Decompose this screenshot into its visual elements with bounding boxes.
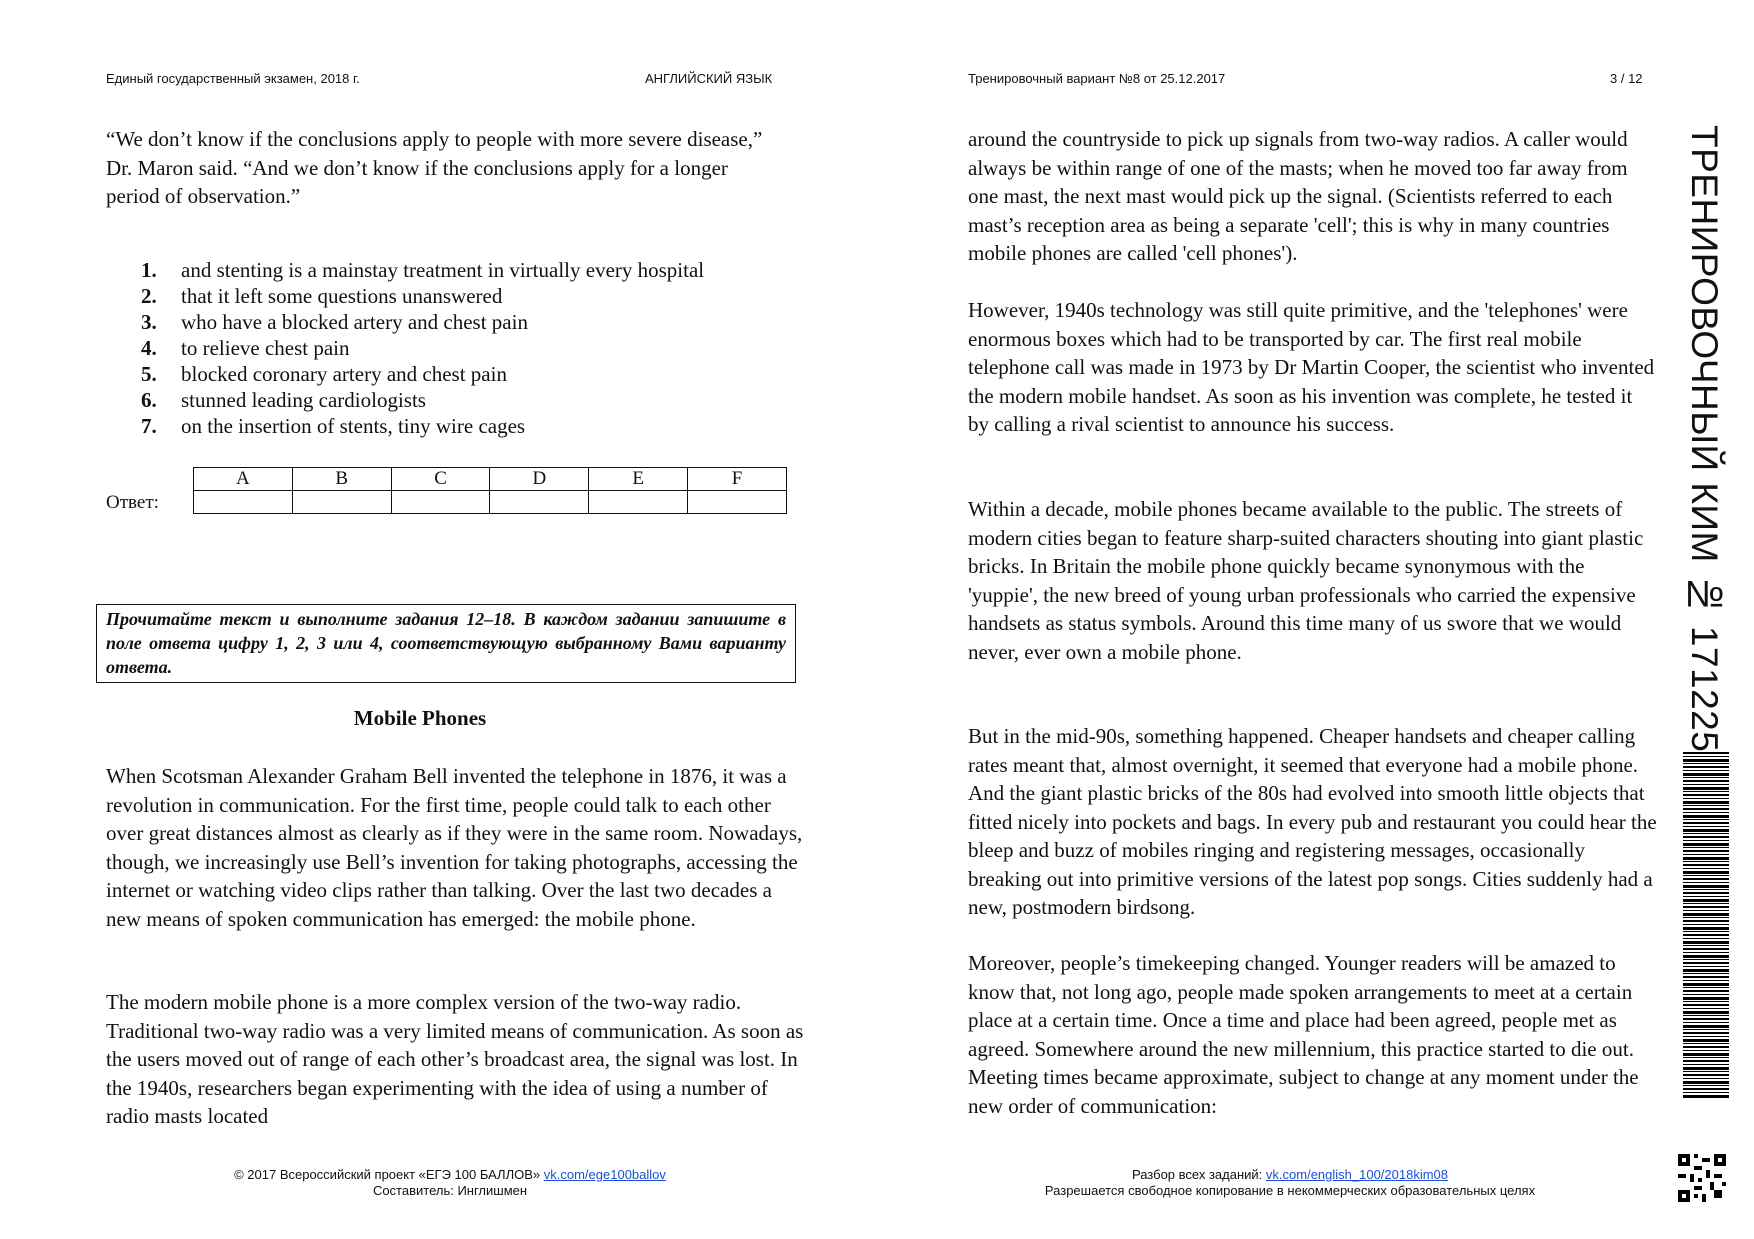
article-title: Mobile Phones [353, 706, 487, 730]
option-item [141, 335, 801, 361]
footer-review-label: Разбор всех заданий: [1131, 1167, 1263, 1182]
option-number: 3. [141, 310, 157, 334]
answer-letter-a: A [194, 468, 293, 491]
article-paragraph [968, 949, 1658, 1120]
option-text: on the insertion of stents, tiny wire cages [181, 414, 526, 438]
paragraph-text: Within a decade, mobile phones became available to the public. The streets of modern cities began to feature sharp-suited characters shouting into giant plastic bricks. In Britain the mobile phone quickly became synonymous with the 'yuppie', the new breed of young urban professionals who carried the expensive handsets as status symbols. Around this time many of us swore that we would never, ever own a mobile phone. [968, 497, 1644, 664]
option-text: stunned leading cardiologists [181, 388, 426, 412]
paragraph-text: The modern mobile phone is a more complex version of the two-way radio. Traditional two-way radio was a very limited means of communication. As soon as the users moved out of range of each other’s broadcast area, the signal was lost. In the 1940s, researchers began experimenting with the idea of using a number of radio masts located [106, 990, 804, 1128]
footer-right [980, 1167, 1600, 1199]
option-text: blocked coronary artery and chest pain [181, 362, 507, 386]
option-number: 2. [141, 284, 157, 308]
vertical-kim-title: ТРЕНИРОВОЧНЫЙ КИМ № 171225 [1684, 125, 1725, 753]
footer-author: Составитель: Инглишмен [372, 1183, 528, 1198]
option-number: 1. [141, 258, 157, 282]
footer-right-link[interactable]: vk.com/english_100/2018kim08 [1265, 1167, 1449, 1182]
options-list [141, 257, 801, 439]
paragraph-text: But in the mid-90s, something happened. Cheaper handsets and cheaper calling rates meant that, almost overnight, it seemed that everyone had a mobile phone. And the giant plastic bricks of the 80s had evolved into smooth little objects that fitted nicely into pockets and bags. In every pub and restaurant you could hear the bleep and buzz of mobiles ringing and registering messages, occasionally breaking out into primitive versions of the latest pop songs. Cities suddenly had a new, postmodern birdsong. [968, 724, 1657, 919]
quote-text: “We don’t know if the conclusions apply to people with more severe disease,” Dr. Maron said. “And we don’t know if the conclusions apply for a longer period of observation.” [106, 127, 763, 208]
footer-left-line1 [160, 1167, 740, 1183]
option-number: 7. [141, 414, 157, 438]
option-item [141, 361, 801, 387]
footer-right-line1 [980, 1167, 1600, 1183]
option-item [141, 309, 801, 335]
option-item [141, 387, 801, 413]
answer-table [193, 467, 787, 514]
header-variant: Тренировочный вариант №8 от 25.12.2017 [968, 71, 1226, 86]
barcode-icon [1683, 752, 1729, 1098]
option-text: to relieve chest pain [181, 336, 350, 360]
answer-cell-d[interactable] [490, 491, 589, 514]
answer-cell-e[interactable] [589, 491, 688, 514]
header-subject: АНГЛИЙСКИЙ ЯЗЫК [645, 71, 773, 86]
answer-letter-c: C [391, 468, 490, 491]
answer-cell-c[interactable] [391, 491, 490, 514]
header-page-number: 3 / 12 [1610, 71, 1643, 86]
header-exam-title: Единый государственный экзамен, 2018 г. [106, 71, 360, 86]
answer-letter-f: F [688, 468, 787, 491]
option-number: 5. [141, 362, 157, 386]
option-item [141, 257, 801, 283]
answer-letter-b: B [292, 468, 391, 491]
answer-letter-e: E [589, 468, 688, 491]
answer-cell-b[interactable] [292, 491, 391, 514]
answer-input-row [194, 491, 787, 514]
footer-left [160, 1167, 740, 1199]
paragraph-text: When Scotsman Alexander Graham Bell invented the telephone in 1876, it was a revolution in communication. For the first time, people could talk to each other over great distances almost as clearly as if they were in the same room. Nowadays, though, we increasingly use Bell’s invention for taking photographs, accessing the internet or watching video clips rather than talking. Over the last two decades a new means of spoken communication has emerged: the mobile phone. [106, 764, 803, 931]
answer-cell-f[interactable] [688, 491, 787, 514]
article-paragraph [968, 125, 1658, 268]
answer-letter-d: D [490, 468, 589, 491]
footer-copy-notice: Разрешается свободное копирование в некоммерческих образовательных целях [1044, 1183, 1536, 1198]
option-item [141, 413, 801, 439]
option-number: 6. [141, 388, 157, 412]
answer-label: Ответ: [106, 492, 159, 513]
qr-code-icon [1678, 1154, 1726, 1202]
instruction-box: Прочитайте текст и выполните задания 12–18. В каждом задании запишите в поле ответа цифру 1, 2, 3 или 4, соответствующую выбранному Вами варианту ответа. [96, 604, 796, 683]
article-paragraph [106, 988, 806, 1131]
article-paragraph [968, 296, 1658, 439]
option-text: that it left some questions unanswered [181, 284, 503, 308]
footer-left-link[interactable]: vk.com/ege100ballov [543, 1167, 666, 1182]
quote-paragraph [106, 125, 786, 211]
paragraph-text: Moreover, people’s timekeeping changed. Younger readers will be amazed to know that, not long ago, people made spoken arrangements to meet at a certain place at a certain time. Once a time and place had been agreed, people met as agreed. Somewhere around the new millennium, this practice started to die out. Meeting times became approximate, subject to change at any moment under the new order of communication: [968, 951, 1639, 1118]
answer-cell-a[interactable] [194, 491, 293, 514]
paragraph-text: around the countryside to pick up signals from two-way radios. A caller would always be within range of one of the masts; when he moved too far away from one mast, the next mast would pick up the signal. (Scientists referred to each mast’s reception area as being a separate 'cell'; this is why in many countries mobile phones are called 'cell phones'). [968, 127, 1628, 265]
article-paragraph [968, 722, 1658, 922]
footer-copyright: © 2017 Всероссийский проект «ЕГЭ 100 БАЛЛОВ» [234, 1167, 541, 1182]
option-number: 4. [141, 336, 157, 360]
answer-letters-row [194, 468, 787, 491]
paragraph-text: However, 1940s technology was still quite primitive, and the 'telephones' were enormous boxes which had to be transported by car. The first real mobile telephone call was made in 1973 by Dr Martin Cooper, the scientist who invented the modern mobile handset. As soon as his invention was complete, he tested it by calling a rival scientist to announce his success. [968, 298, 1655, 436]
option-item [141, 283, 801, 309]
option-text: who have a blocked artery and chest pain [181, 310, 528, 334]
article-paragraph [106, 762, 806, 933]
option-text: and stenting is a mainstay treatment in virtually every hospital [181, 258, 705, 282]
article-paragraph [968, 495, 1658, 666]
